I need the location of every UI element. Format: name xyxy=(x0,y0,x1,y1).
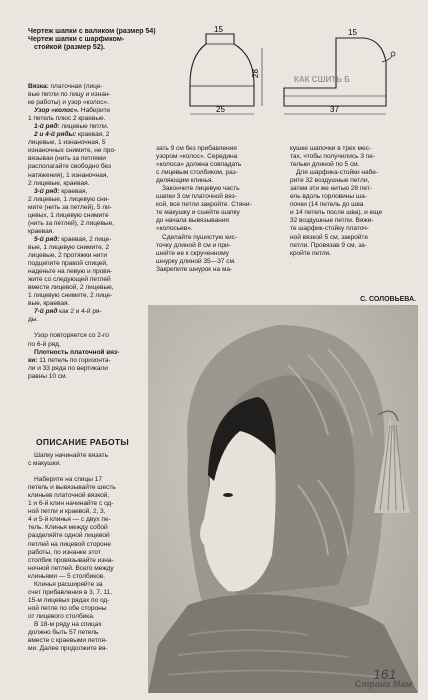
dim-length: 37 xyxy=(330,105,339,114)
text-line: Клинья расширяйте за xyxy=(34,580,103,588)
text-line: лицевые, 2 протяжки нити xyxy=(28,251,107,259)
text-line: от лицевого столбика. xyxy=(28,612,95,620)
text-line: шнурку длиной 35—37 см. xyxy=(156,257,236,265)
text-line: ночной петлей. Всего между xyxy=(28,564,114,572)
section-heading: ОПИСАНИЕ РАБОТЫ xyxy=(36,437,129,447)
pattern-diagram xyxy=(186,26,420,122)
text-line: Для шарфика-стойки набе- xyxy=(296,169,379,177)
text-line: равны 10 см. xyxy=(28,372,68,380)
text-line: тельки длиной по 5 см. xyxy=(290,161,360,169)
text-line: почки (14 петель до шва xyxy=(290,201,364,209)
left-column-text-2 xyxy=(28,452,146,653)
text-line: ми. Далее продолжите вя- xyxy=(28,645,108,653)
child-photo xyxy=(148,305,418,693)
text-line: Сделайте пушистую кис- xyxy=(162,233,237,241)
text-line: 1 и 6-й клин начинайте с од- xyxy=(28,500,114,508)
dim-side: 15 xyxy=(348,28,357,37)
text-line: 7-й ряд как 2 и 4-й ря- xyxy=(34,308,102,316)
text-line: 1-й ряд: лицевые петли. xyxy=(34,123,109,131)
text-line: ли и 33 ряда по вертикали xyxy=(28,364,108,372)
text-line: столбик провязывайте изна- xyxy=(28,556,114,564)
text-line: счет прибавления в 3, 7, 11, xyxy=(28,588,113,596)
text-line: и 14 петель после шва), и еще xyxy=(290,209,383,217)
text-line: клиньями — 5 столбиков. xyxy=(28,572,105,580)
text-line: работы, по изнанке этот xyxy=(28,548,101,556)
text-line: цевых, 1 лицевую снимите xyxy=(28,211,109,219)
text-line: вые, 1 лицевую снимите, 2 xyxy=(28,243,109,251)
text-line: мите (нить за петлей), 5 ли- xyxy=(28,203,112,211)
dim-height: 28 xyxy=(251,69,260,78)
text-line: 5-й ряд: краевая, 2 лице- xyxy=(34,235,112,243)
dim-top: 15 xyxy=(214,26,223,34)
text-line: деляющим клинья. xyxy=(156,177,214,185)
text-line: располагайте свободно без xyxy=(28,163,111,171)
text-line: те макушку и сшейте шапку xyxy=(156,209,240,217)
author-name: С. СОЛОВЬЕВА. xyxy=(360,296,416,303)
text-line: краевая. xyxy=(28,227,54,235)
text-line: петлей на лицевой стороне xyxy=(28,540,111,548)
text-line: Вязка: платочная (лице- xyxy=(28,83,103,90)
text-line: по 6-й ряд. xyxy=(28,340,61,348)
left-column-text xyxy=(28,83,146,381)
text-line: шейте ее к скрученному xyxy=(156,249,229,257)
middle-column-text xyxy=(156,145,278,274)
text-line: Закончите лицевую часть xyxy=(162,185,240,193)
text-line: натяжения), 1 изнаночная, xyxy=(28,171,109,179)
text-line: вые петли по лицу и изнан- xyxy=(28,91,111,99)
text-line: (нить за петлей), 2 лицевые, xyxy=(28,219,115,227)
dim-width: 25 xyxy=(216,105,225,114)
caption-line-1: Чертеж шапки с валиком (размер 54) xyxy=(28,28,156,35)
text-line: наденьте на левую и провя- xyxy=(28,268,113,276)
text-line: Плотность платочной вяз- xyxy=(34,348,120,356)
text-line: ды. xyxy=(28,316,39,324)
caption-line-2: Чертеж шапки с шарфиком- xyxy=(28,36,125,43)
caption-line-3: стойкой (размер 52). xyxy=(34,44,105,51)
diagram-caption xyxy=(28,28,156,52)
text-line: тель. Клинья между собой xyxy=(28,524,108,532)
text-line: Узор «колос». Наберите xyxy=(34,107,111,115)
text-line: точку длиной 8 см и при- xyxy=(156,241,231,249)
text-line: рите 32 воздушные петли, xyxy=(290,177,370,185)
text-line: вместе с краевыми петля- xyxy=(28,637,107,645)
text-line: ной петле по обе стороны xyxy=(28,604,107,612)
text-line: ной петли и краевой, 2, 3, xyxy=(28,508,106,516)
text-line: с лицевым столбиком, раз- xyxy=(156,169,238,177)
text-line: лицевые, 1 изнаночная, 5 xyxy=(28,139,106,147)
text-line: Закрепите шнурок на ма- xyxy=(156,265,233,273)
watermark: Страна Мам xyxy=(354,679,412,689)
text-line: 2 и 4-й ряды: краевая, 2 xyxy=(34,131,110,139)
text-line: кройте петли. xyxy=(290,249,331,257)
text-line: ки: 11 петель по горизонта- xyxy=(28,356,111,364)
text-line: подцепите правой спицей, xyxy=(28,260,108,268)
text-line: кушке шапочки в трех мес- xyxy=(290,145,372,152)
text-line: «колоса» должна совпадать xyxy=(156,161,242,169)
text-line: 4 и 5-й клинья — с двух пе- xyxy=(28,516,111,524)
text-line: 15-м лицевых рядах по од- xyxy=(28,596,110,604)
text-line: 2 лицевые, краевая. xyxy=(28,179,90,187)
text-line: шапки 3 см платочной вяз- xyxy=(156,193,237,201)
text-line: разделяйте одной лицевой xyxy=(28,532,110,540)
svg-text:КАК СШИТЬ Б: КАК СШИТЬ Б xyxy=(294,75,350,84)
text-line: В 18-м ряду на спицах xyxy=(34,620,102,628)
text-line: 3-й ряд: краевая, xyxy=(34,187,88,195)
text-line: «колосьев». xyxy=(156,225,193,233)
text-line: изнаночных снимите, не про- xyxy=(28,147,117,155)
text-line: 1 петель плюс 2 краевые. xyxy=(28,115,106,123)
text-line: до начала вывязывания xyxy=(156,217,229,225)
page-number: 161 xyxy=(373,666,397,682)
text-line: должно быть 57 петель xyxy=(28,629,99,637)
right-column-text xyxy=(290,145,418,258)
text-line: затем эти же нитью 28 пет- xyxy=(290,185,372,193)
text-line: кой, все петли закройте. Стяни- xyxy=(156,201,252,209)
text-line: Шапку начинайте вязать xyxy=(34,452,108,459)
text-line: с макушки. xyxy=(28,460,61,468)
text-line: вые, краевая. xyxy=(28,300,70,308)
text-line: ель вдоль горловины ша- xyxy=(290,193,367,201)
text-line: Узор повторяется со 2-го xyxy=(34,332,109,340)
text-line: тах, чтобы получились 3 пе- xyxy=(290,153,376,161)
text-line: Наберите на спицы 17 xyxy=(34,476,102,484)
hat-outline-1 xyxy=(190,34,254,106)
text-line: ке работы) и узор «колос». xyxy=(28,99,110,107)
text-line: клиньев платочной вязкой, xyxy=(28,492,110,500)
text-line: петли. Провязав 9 см, за- xyxy=(290,241,367,249)
text-line: 1 лицевую снимите, 2 лице- xyxy=(28,292,113,300)
text-line: ной вязкой 5 см, закройте xyxy=(290,233,368,241)
text-line: узором «колос». Середина xyxy=(156,153,238,161)
text-line: те шарфик-стойку платоч- xyxy=(290,225,369,233)
text-line: петель и вывязывайте шесть xyxy=(28,484,116,492)
text-line: 2 лицевые, 1 лицевую сни- xyxy=(28,195,110,203)
text-line: зать 9 см без прибавления xyxy=(156,145,237,152)
text-line: 32 воздушные петли. Вяжи- xyxy=(290,217,374,225)
photo-illustration xyxy=(148,305,418,693)
text-line: вязывая (нить за петлями xyxy=(28,155,106,163)
text-line: жите со следующей петлей xyxy=(28,276,111,284)
text-line: вместе лицевой, 2 лицевые, xyxy=(28,284,114,292)
